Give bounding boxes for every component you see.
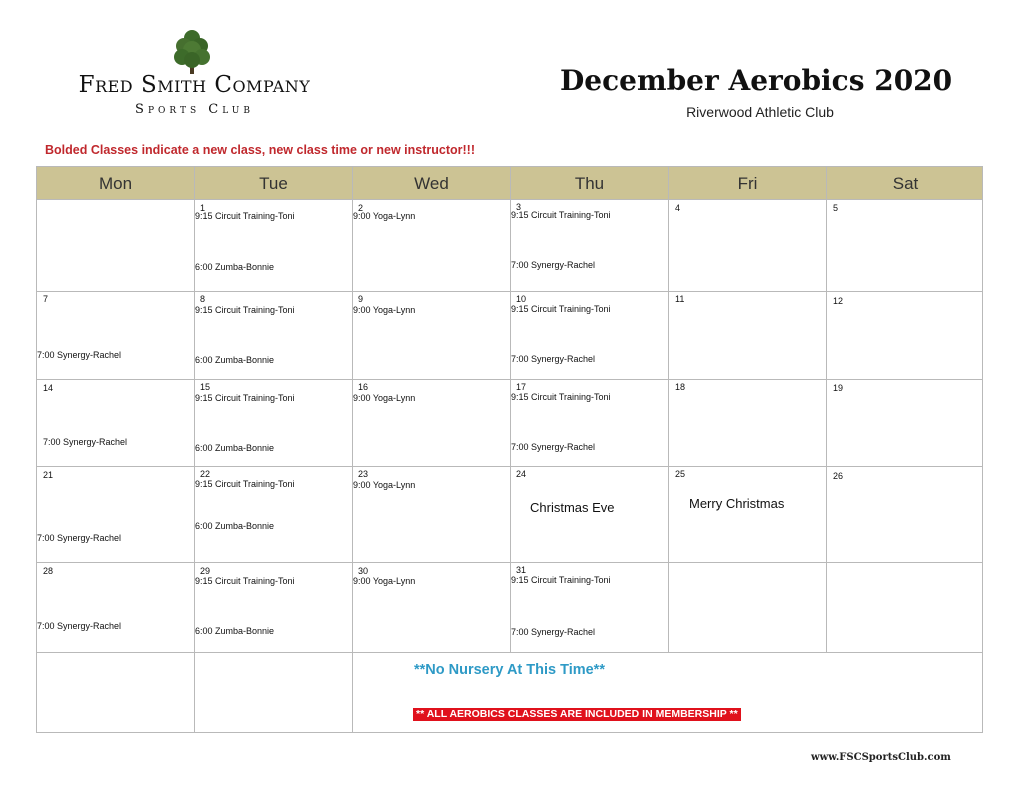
class-entry: 6:00 Zumba-Bonnie [195, 262, 275, 272]
day-cell [353, 200, 511, 291]
week-row [37, 199, 982, 291]
day-header-fri: Fri [669, 167, 827, 199]
day-number: 24 [516, 469, 527, 479]
day-cell [37, 380, 195, 466]
class-entry: 9:15 Circuit Training-Toni [195, 211, 295, 221]
class-entry: 9:15 Circuit Training-Toni [511, 575, 611, 585]
class-entry: 9:15 Circuit Training-Toni [511, 304, 611, 314]
day-header-sat: Sat [892, 174, 919, 193]
brand-sub: Sports Club [135, 102, 254, 117]
class-entry: 6:00 Zumba-Bonnie [195, 626, 275, 636]
day-cell [669, 467, 827, 562]
day-cell [195, 380, 353, 466]
class-entry: 7:00 Synergy-Rachel [511, 354, 596, 364]
day-number: 2 [358, 203, 364, 213]
day-cell [37, 200, 195, 291]
class-entry: 6:00 Zumba-Bonnie [195, 521, 275, 531]
notes-cell [195, 653, 353, 732]
day-number: 9 [358, 294, 364, 304]
day-header-mon: Mon [37, 167, 195, 199]
class-entry: 9:15 Circuit Training-Toni [195, 305, 295, 315]
day-number: 11 [675, 294, 685, 304]
day-number: 16 [358, 382, 369, 392]
day-cell [669, 292, 827, 379]
day-cell [37, 292, 195, 379]
class-entry: 7:00 Synergy-Rachel [511, 442, 596, 452]
day-cell [353, 380, 511, 466]
day-cell [511, 380, 669, 466]
day-number: 31 [516, 565, 527, 575]
day-cell [353, 563, 511, 652]
brand-name: Fred Smith Company [78, 72, 311, 98]
day-number: 4 [675, 203, 681, 213]
class-entry: 9:00 Yoga-Lynn [353, 576, 416, 586]
day-cell [827, 467, 984, 562]
class-entry: 9:15 Circuit Training-Toni [511, 210, 611, 220]
membership-banner: ** ALL AEROBICS CLASSES ARE INCLUDED IN MEMBERSHIP ** [413, 708, 741, 721]
class-entry: 9:00 Yoga-Lynn [353, 211, 416, 221]
day-cell [827, 292, 984, 379]
class-entry: 6:00 Zumba-Bonnie [195, 443, 275, 453]
bold-classes-notice: Bolded Classes indicate a new class, new class time or new instructor!!! [45, 143, 475, 157]
day-number: 26 [833, 471, 844, 481]
day-cell [353, 292, 511, 379]
day-number: 3 [516, 202, 522, 212]
page-title: December Aerobics 2020 [560, 64, 953, 97]
website-url: www.FSCSportsClub.com [811, 752, 951, 763]
day-cell [511, 292, 669, 379]
day-cell [195, 467, 353, 562]
day-cell [511, 467, 669, 562]
day-cell [353, 467, 511, 562]
class-entry: 9:15 Circuit Training-Toni [195, 576, 295, 586]
day-number: 28 [43, 566, 54, 576]
class-entry: 6:00 Zumba-Bonnie [195, 355, 275, 365]
day-cell [827, 200, 984, 291]
day-number: 19 [833, 383, 844, 393]
day-number: 29 [200, 566, 211, 576]
day-cell [195, 292, 353, 379]
day-cell [195, 200, 353, 291]
week-row [37, 466, 982, 562]
day-number: 12 [833, 296, 844, 306]
class-entry: 9:15 Circuit Training-Toni [195, 479, 295, 489]
day-cell [195, 563, 353, 652]
day-number: 8 [200, 294, 206, 304]
day-cell [669, 380, 827, 466]
class-entry: 7:00 Synergy-Rachel [37, 621, 122, 631]
calendar-header [37, 167, 982, 199]
class-entry: 9:00 Yoga-Lynn [353, 305, 416, 315]
day-number: 7 [43, 294, 49, 304]
day-number: 25 [675, 469, 686, 479]
class-entry: 7:00 Synergy-Rachel [37, 533, 122, 543]
day-header-tue: Tue [195, 167, 353, 199]
class-entry: 9:15 Circuit Training-Toni [195, 393, 295, 403]
day-header-wed: Wed [353, 167, 511, 199]
day-number: 30 [358, 566, 369, 576]
day-number: 15 [200, 382, 211, 392]
week-row [37, 562, 982, 652]
class-entry: 9:00 Yoga-Lynn [353, 480, 416, 490]
week-row [37, 291, 982, 379]
calendar-grid [36, 166, 983, 733]
class-entry: 9:00 Yoga-Lynn [353, 393, 416, 403]
class-entry: 7:00 Synergy-Rachel [511, 627, 596, 637]
day-number: 1 [200, 203, 206, 213]
day-cell [669, 563, 827, 652]
day-cell [37, 563, 195, 652]
day-number: 5 [833, 203, 839, 213]
day-cell [827, 380, 984, 466]
class-entry: 7:00 Synergy-Rachel [43, 437, 128, 447]
day-number: 18 [675, 382, 686, 392]
holiday-label: Merry Christmas [689, 496, 785, 511]
day-number: 17 [516, 382, 527, 392]
day-number: 21 [43, 470, 54, 480]
notes-cell [37, 653, 195, 732]
holiday-label: Christmas Eve [530, 500, 615, 515]
tree-icon [170, 28, 214, 76]
class-entry: 9:15 Circuit Training-Toni [511, 392, 611, 402]
day-cell [37, 467, 195, 562]
nursery-notice: **No Nursery At This Time** [414, 662, 605, 678]
class-entry: 7:00 Synergy-Rachel [511, 260, 596, 270]
club-logo [32, 28, 357, 123]
week-row [37, 379, 982, 466]
day-number: 10 [516, 294, 527, 304]
day-header-thu: Thu [511, 167, 669, 199]
day-number: 23 [358, 469, 369, 479]
page-subtitle: Riverwood Athletic Club [686, 104, 834, 120]
day-cell [511, 563, 669, 652]
class-entry: 7:00 Synergy-Rachel [37, 350, 122, 360]
day-cell [669, 200, 827, 291]
day-number: 14 [43, 383, 54, 393]
day-cell [827, 563, 984, 652]
day-cell [511, 200, 669, 291]
day-number: 22 [200, 469, 211, 479]
